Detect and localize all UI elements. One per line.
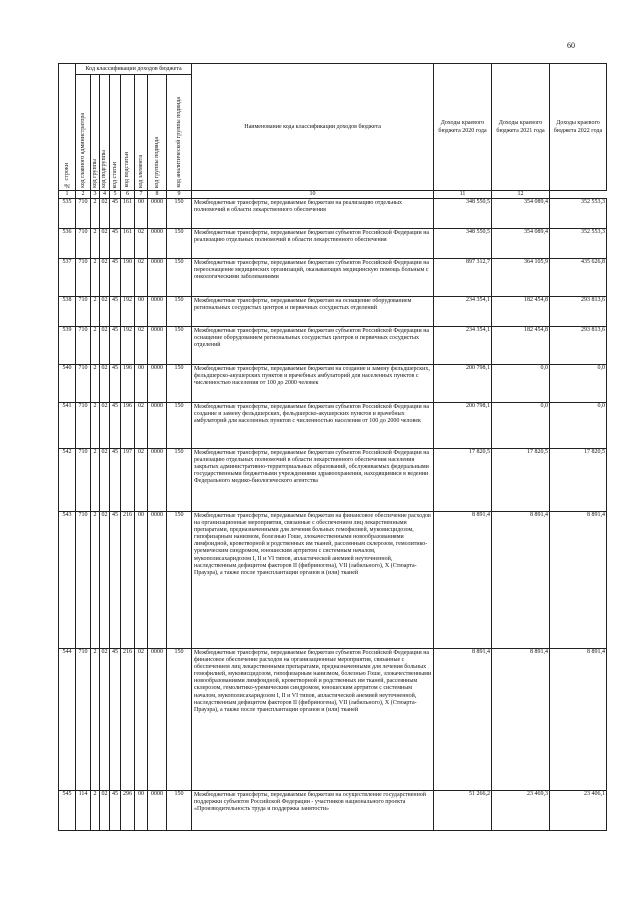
- cell-code-name: Межбюджетные трансферты, передаваемые бюджетам субъектов Российской Федерации на финансовое обеспечение расходов на организационные мероприятия, связанные с обеспечением лиц лекарственными препаратами, предназначенными для лечения больных гемофилией, муковисцидозом, гипофизарным нанизмом, болезнью Гоше, злокачественными новообразованиями лимфоидной, кроветворной и родственных им тканей, рассеянным склерозом, гемолитико-уремическим синдромом, юношеским артритом с системным началом, мукополисахаридозом I, II и VI типов, апластической анемией неуточненной, наследственным дефицитом факторов II (фибриногена), VII (лабильного), X (Стюарта-Прауэра), а также после трансплантации органов и (или) тканей: [192, 649, 434, 791]
- cell-revenue-2022: 293 813,6: [550, 297, 607, 327]
- cell-row-number: 543: [59, 512, 76, 649]
- cell-code-name: Межбюджетные трансферты, передаваемые бюджетам субъектов Российской Федерации на создание и замену фельдшерских, фельдшерско-акушерских пунктов и врачебных амбулаторий для населенных пунктов с численностью населения от 100 до 2000 человек: [192, 403, 434, 449]
- cell-program-code: 0000: [148, 259, 167, 297]
- cell-revenue-2020: 8 891,4: [434, 649, 492, 791]
- cell-subgroup-code: 02: [100, 199, 110, 229]
- cell-subarticle-code: 216: [121, 512, 135, 649]
- cell-revenue-2020: 897 312,7: [434, 259, 492, 297]
- cell-article-code: 45: [110, 403, 121, 449]
- cell-subarticle-code: 197: [121, 449, 135, 512]
- cell-program-code: 0000: [148, 403, 167, 449]
- cell-group-code: 2: [91, 449, 100, 512]
- cell-revenue-2021: 8 891,4: [492, 649, 550, 791]
- column-number: 3: [91, 191, 100, 199]
- cell-element-code: 00: [135, 791, 148, 831]
- cell-revenue-2020: 200 798,1: [434, 403, 492, 449]
- cell-program-code: 0000: [148, 649, 167, 791]
- cell-analytic-code: 150: [167, 327, 192, 365]
- cell-article-code: 45: [110, 327, 121, 365]
- cell-row-number: 541: [59, 403, 76, 449]
- header-revenue-2020: Доходы краевого бюджета 2020 года: [434, 64, 492, 191]
- cell-code-name: Межбюджетные трансферты, передаваемые бюджетам на реализацию отдельных полномочий в области лекарственного обеспечения: [192, 199, 434, 229]
- cell-revenue-2022: 8 891,4: [550, 649, 607, 791]
- cell-row-number: 539: [59, 327, 76, 365]
- column-number: 7: [135, 191, 148, 199]
- cell-admin-code: 710: [76, 365, 91, 403]
- cell-program-code: 0000: [148, 512, 167, 649]
- column-number: 9: [167, 191, 192, 199]
- cell-row-number: 545: [59, 791, 76, 831]
- table-row: [59, 259, 607, 297]
- cell-element-code: 02: [135, 649, 148, 791]
- cell-group-code: 2: [91, 512, 100, 649]
- cell-article-code: 45: [110, 791, 121, 831]
- cell-revenue-2020: 234 354,1: [434, 297, 492, 327]
- table-row: [59, 365, 607, 403]
- cell-analytic-code: 150: [167, 365, 192, 403]
- cell-code-name: Межбюджетные трансферты, передаваемые бюджетам субъектов Российской Федерации на оснащение оборудованием региональных сосудистых центров и первичных сосудистых отделений: [192, 327, 434, 365]
- column-number: 8: [148, 191, 167, 199]
- cell-revenue-2022: 293 813,6: [550, 327, 607, 365]
- cell-subgroup-code: 02: [100, 229, 110, 259]
- cell-revenue-2022: 352 553,3: [550, 199, 607, 229]
- cell-row-number: 542: [59, 449, 76, 512]
- table-row: [59, 649, 607, 791]
- cell-group-code: 2: [91, 199, 100, 229]
- cell-subarticle-code: 161: [121, 199, 135, 229]
- header-subarticle-code: код подстатьи: [121, 75, 135, 191]
- header-revenue-2022: Доходы краевого бюджета 2022 года: [550, 64, 607, 191]
- cell-analytic-code: 150: [167, 259, 192, 297]
- cell-revenue-2020: 8 891,4: [434, 512, 492, 649]
- table-row: [59, 297, 607, 327]
- header-row-number: № строки: [59, 64, 76, 191]
- cell-program-code: 0000: [148, 791, 167, 831]
- cell-analytic-code: 150: [167, 403, 192, 449]
- cell-code-name: Межбюджетные трансферты, передаваемые бюджетам на оснащение оборудованием региональных сосудистых центров и первичных сосудистых отделений: [192, 297, 434, 327]
- cell-revenue-2022: 0,0: [550, 403, 607, 449]
- cell-row-number: 538: [59, 297, 76, 327]
- cell-subgroup-code: 02: [100, 449, 110, 512]
- header-analytic-code: код аналитической группы подвида: [167, 75, 192, 191]
- cell-element-code: 00: [135, 365, 148, 403]
- cell-element-code: 02: [135, 449, 148, 512]
- cell-element-code: 02: [135, 259, 148, 297]
- cell-revenue-2021: 23 469,3: [492, 791, 550, 831]
- cell-element-code: 02: [135, 403, 148, 449]
- cell-group-code: 2: [91, 259, 100, 297]
- cell-row-number: 537: [59, 259, 76, 297]
- cell-code-name: Межбюджетные трансферты, передаваемые бюджетам субъектов Российской Федерации на реализацию отдельных полномочий в области лекарственного обеспечения: [192, 229, 434, 259]
- column-number-row: [59, 191, 607, 199]
- cell-article-code: 45: [110, 229, 121, 259]
- cell-admin-code: 114: [76, 791, 91, 831]
- cell-admin-code: 710: [76, 649, 91, 791]
- cell-subarticle-code: 190: [121, 259, 135, 297]
- cell-program-code: 0000: [148, 449, 167, 512]
- column-number: 2: [76, 191, 91, 199]
- cell-revenue-2021: 364 105,9: [492, 259, 550, 297]
- budget-revenue-table: [58, 63, 607, 831]
- cell-admin-code: 710: [76, 327, 91, 365]
- cell-article-code: 45: [110, 449, 121, 512]
- cell-revenue-2021: 354 089,4: [492, 199, 550, 229]
- cell-revenue-2021: 0,0: [492, 365, 550, 403]
- column-number: 1: [59, 191, 76, 199]
- cell-code-name: Межбюджетные трансферты, передаваемые бюджетам субъектов Российской Федерации на переоснащение медицинских организаций, оказывающих медицинскую помощь больным с онкологическими заболеваниями: [192, 259, 434, 297]
- cell-revenue-2021: 17 820,5: [492, 449, 550, 512]
- header-classification-code: Код классификации доходов бюджета: [76, 64, 192, 75]
- cell-group-code: 2: [91, 327, 100, 365]
- cell-subarticle-code: 196: [121, 403, 135, 449]
- cell-revenue-2020: 234 354,1: [434, 327, 492, 365]
- cell-admin-code: 710: [76, 403, 91, 449]
- cell-admin-code: 710: [76, 199, 91, 229]
- cell-element-code: 00: [135, 199, 148, 229]
- cell-row-number: 535: [59, 199, 76, 229]
- cell-subarticle-code: 196: [121, 365, 135, 403]
- cell-element-code: 00: [135, 512, 148, 649]
- cell-revenue-2020: 17 820,5: [434, 449, 492, 512]
- cell-article-code: 45: [110, 297, 121, 327]
- cell-article-code: 45: [110, 512, 121, 649]
- cell-program-code: 0000: [148, 229, 167, 259]
- cell-subarticle-code: 296: [121, 791, 135, 831]
- cell-row-number: 540: [59, 365, 76, 403]
- cell-revenue-2021: 354 089,4: [492, 229, 550, 259]
- cell-revenue-2020: 200 798,1: [434, 365, 492, 403]
- cell-subgroup-code: 02: [100, 365, 110, 403]
- cell-subgroup-code: 02: [100, 259, 110, 297]
- cell-analytic-code: 150: [167, 199, 192, 229]
- cell-revenue-2020: 348 550,5: [434, 229, 492, 259]
- cell-analytic-code: 150: [167, 791, 192, 831]
- cell-revenue-2021: 182 454,8: [492, 327, 550, 365]
- cell-code-name: Межбюджетные трансферты, передаваемые бюджетам на финансовое обеспечение расходов на организационные мероприятия, связанные с обеспечением лиц лекарственными препаратами, предназначенными для лечения больных гемофилией, муковисцидозом, гипофизарным нанизмом, болезнью Гоше, злокачественными новообразованиями лимфоидной, кроветворной и родственных им тканей, рассеянным склерозом, гемолитико-уремическим синдромом, юношеским артритом с системным началом, мукополисахаридозом I, II и VI типов, апластической анемией неуточненной, наследственным дефицитом факторов II (фибриногена), VII (лабильного), X (Стюарта-Прауэра), а также после трансплантации органов и (или) тканей: [192, 512, 434, 649]
- cell-admin-code: 710: [76, 259, 91, 297]
- cell-group-code: 2: [91, 649, 100, 791]
- cell-revenue-2021: 0,0: [492, 403, 550, 449]
- cell-row-number: 536: [59, 229, 76, 259]
- cell-article-code: 45: [110, 199, 121, 229]
- header-subgroup-code: код подгруппы: [100, 75, 110, 191]
- table-row: [59, 199, 607, 229]
- cell-group-code: 2: [91, 791, 100, 831]
- cell-subgroup-code: 02: [100, 512, 110, 649]
- cell-subgroup-code: 02: [100, 297, 110, 327]
- table-row: [59, 229, 607, 259]
- cell-element-code: 02: [135, 327, 148, 365]
- column-number: 10: [192, 191, 434, 199]
- column-number: 5: [110, 191, 121, 199]
- cell-group-code: 2: [91, 229, 100, 259]
- cell-code-name: Межбюджетные трансферты, передаваемые бюджетам на осуществление государственной поддержки субъектов Российской Федерации - участников национального проекта «Производительность труда и поддержка занятости»: [192, 791, 434, 831]
- header-admin-code: код главного администратора: [76, 75, 91, 191]
- header-revenue-2021: Доходы краевого бюджета 2021 года: [492, 64, 550, 191]
- table-row: [59, 449, 607, 512]
- cell-program-code: 0000: [148, 327, 167, 365]
- table-row: [59, 327, 607, 365]
- page-number: 60: [567, 41, 575, 50]
- table-row: [59, 403, 607, 449]
- cell-admin-code: 710: [76, 449, 91, 512]
- header-group-code: код группы: [91, 75, 100, 191]
- cell-article-code: 45: [110, 365, 121, 403]
- cell-revenue-2020: 51 266,2: [434, 791, 492, 831]
- cell-revenue-2022: 8 891,4: [550, 512, 607, 649]
- cell-analytic-code: 150: [167, 449, 192, 512]
- cell-revenue-2022: 17 820,5: [550, 449, 607, 512]
- cell-article-code: 45: [110, 649, 121, 791]
- cell-admin-code: 710: [76, 512, 91, 649]
- cell-revenue-2021: 182 454,8: [492, 297, 550, 327]
- cell-admin-code: 710: [76, 229, 91, 259]
- cell-element-code: 00: [135, 297, 148, 327]
- cell-revenue-2020: 348 550,5: [434, 199, 492, 229]
- cell-analytic-code: 150: [167, 229, 192, 259]
- header-program-code: код группы подвида: [148, 75, 167, 191]
- column-number: 6: [121, 191, 135, 199]
- column-number: 11: [434, 191, 492, 199]
- column-number: 12: [492, 191, 550, 199]
- cell-subarticle-code: 216: [121, 649, 135, 791]
- header-article-code: код статьи: [110, 75, 121, 191]
- cell-revenue-2021: 8 891,4: [492, 512, 550, 649]
- cell-program-code: 0000: [148, 365, 167, 403]
- header-code-name: Наименование кода классификации доходов бюджета: [192, 64, 434, 191]
- cell-analytic-code: 150: [167, 649, 192, 791]
- cell-subarticle-code: 161: [121, 229, 135, 259]
- cell-subgroup-code: 02: [100, 649, 110, 791]
- cell-program-code: 0000: [148, 199, 167, 229]
- cell-group-code: 2: [91, 403, 100, 449]
- header-element-code: код элемента: [135, 75, 148, 191]
- table-row: [59, 512, 607, 649]
- cell-subgroup-code: 02: [100, 791, 110, 831]
- cell-revenue-2022: 435 626,8: [550, 259, 607, 297]
- cell-subarticle-code: 192: [121, 297, 135, 327]
- cell-subgroup-code: 02: [100, 403, 110, 449]
- cell-subgroup-code: 02: [100, 327, 110, 365]
- cell-admin-code: 710: [76, 297, 91, 327]
- cell-subarticle-code: 192: [121, 327, 135, 365]
- cell-analytic-code: 150: [167, 297, 192, 327]
- cell-group-code: 2: [91, 297, 100, 327]
- cell-group-code: 2: [91, 365, 100, 403]
- cell-element-code: 02: [135, 229, 148, 259]
- cell-code-name: Межбюджетные трансферты, передаваемые бюджетам субъектов Российской Федерации на реализацию отдельных полномочий в области лекарственного обеспечения населения закрытых административно-территориальных образований, обслуживаемых федеральными государственными бюджетными учреждениями здравоохранения, находящимися в ведении Федерального медико-биологического агентства: [192, 449, 434, 512]
- cell-revenue-2022: 23 406,1: [550, 791, 607, 831]
- cell-code-name: Межбюджетные трансферты, передаваемые бюджетам на создание и замену фельдшерских, фельдшерско-акушерских пунктов и врачебных амбулаторий для населенных пунктов с численностью населения от 100 до 2000 человек: [192, 365, 434, 403]
- cell-analytic-code: 150: [167, 512, 192, 649]
- table-row: [59, 791, 607, 831]
- cell-article-code: 45: [110, 259, 121, 297]
- cell-program-code: 0000: [148, 297, 167, 327]
- column-number: 4: [100, 191, 110, 199]
- cell-revenue-2022: 0,0: [550, 365, 607, 403]
- cell-revenue-2022: 352 553,3: [550, 229, 607, 259]
- cell-row-number: 544: [59, 649, 76, 791]
